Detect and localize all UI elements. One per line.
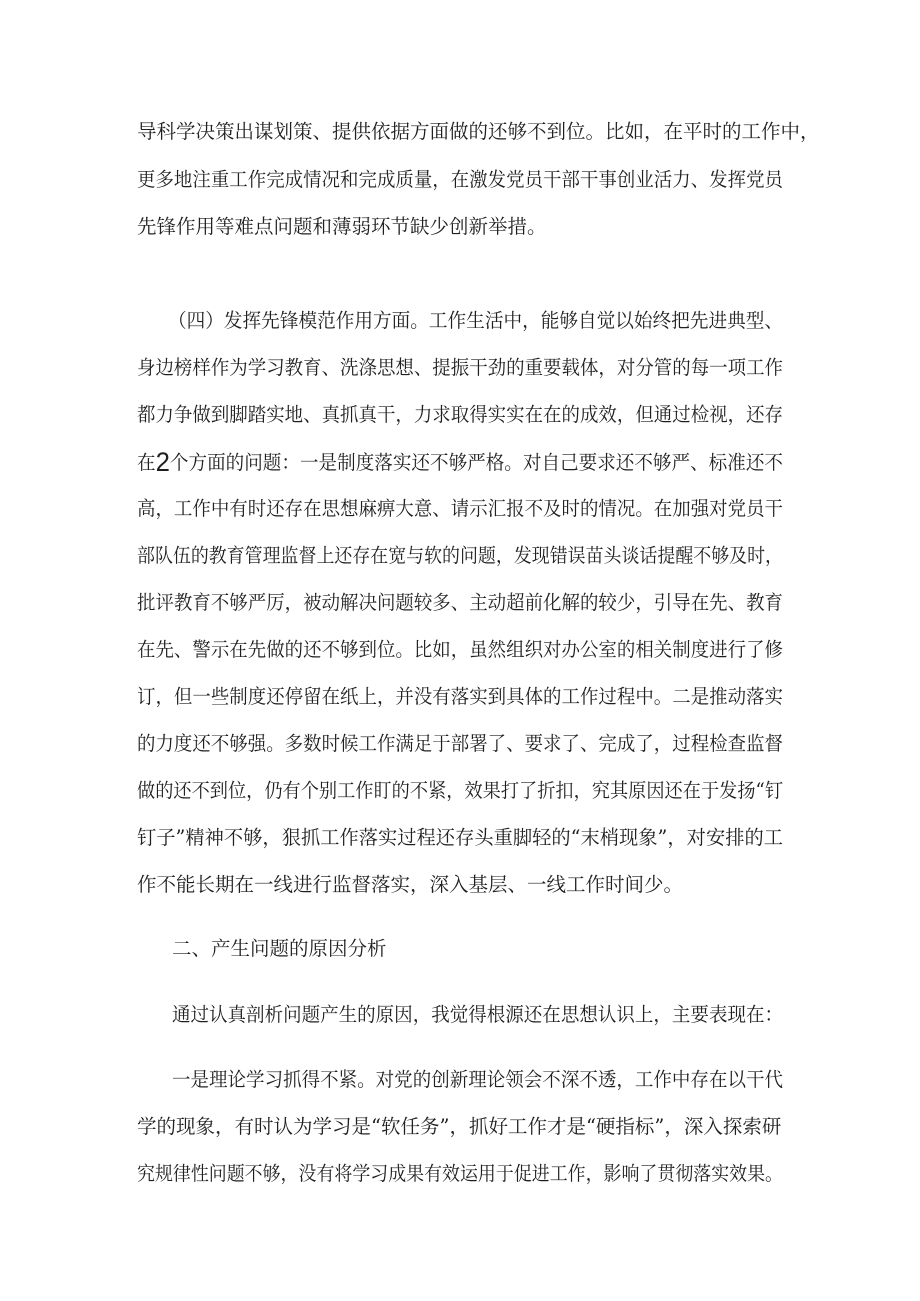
text-line: 部队伍的教育管理监督上还存在宽与软的问题，发现错误苗头谈话提醒不够及时， [137, 544, 783, 567]
text-line: 通过认真剖析问题产生的原因，我觉得根源还在思想认识上，主要表现在： [172, 1003, 784, 1026]
text-line: 订，但一些制度还停留在纸上，并没有落实到具体的工作过程中。二是推动落实 [137, 685, 784, 708]
paragraph-line [0, 725, 920, 763]
paragraph-line [0, 396, 920, 434]
paragraph-line [0, 349, 920, 387]
text-line: 作不能长期在一线进行监督落实，深入基层、一线工作时间少。 [137, 873, 684, 896]
text-line: 究规律性问题不够，没有将学习成果有效运用于促进工作，影响了贯彻落实效果。 [137, 1162, 783, 1185]
text-fragment: 个方面的问题：一是制度落实还不够严格。对自己要求还不够严、标准还不 [169, 451, 783, 474]
text-line: 钉子”精神不够，狠抓工作落实过程还存头重脚轻的“末梢现象”，对安排的工 [137, 826, 784, 849]
paragraph-line [0, 161, 920, 199]
intro-paragraph [0, 996, 920, 1034]
text-line: 学的现象，有时认为学习是“软任务”，抓好工作才是“硬指标”，深入探索研 [137, 1115, 782, 1138]
paragraph-line [0, 631, 920, 669]
text-line: 在先、警示在先做的还不够到位。比如，虽然组织对办公室的相关制度进行了修 [137, 638, 784, 661]
text-line: 身边榜样作为学习教育、洗涤思想、提振干劲的重要载体，对分管的每一项工作 [137, 356, 784, 379]
text-line: （四）发挥先锋模范作用方面。工作生活中，能够自觉以始终把先进典型、 [168, 309, 784, 332]
section-heading [0, 930, 920, 968]
paragraph-line [0, 113, 920, 151]
text-line: 都力争做到脚踏实地、真抓真干，力求取得实实在在的成效，但通过检视，还存 [137, 403, 784, 426]
text-line: 一是理论学习抓得不紧。对党的创新理论领会不深不透，工作中存在以干代 [172, 1068, 784, 1091]
text-line [137, 443, 783, 482]
paragraph-line [0, 537, 920, 575]
paragraph-line [0, 772, 920, 810]
paragraph-line [0, 1061, 920, 1099]
text-line: 高，工作中有时还存在思想麻痹大意、请示汇报不及时的情况。在加强对党员干 [137, 497, 784, 520]
paragraph-line [0, 819, 920, 857]
paragraph-line [0, 443, 920, 481]
section-four-heading-line [0, 302, 920, 340]
paragraph-line [0, 678, 920, 716]
heading-text: 二、产生问题的原因分析 [172, 937, 387, 960]
paragraph-line [0, 866, 920, 904]
text-line: 先锋作用等难点问题和薄弱环节缺少创新举措。 [137, 215, 547, 238]
paragraph-line [0, 208, 920, 246]
issue-count-number: 2 [155, 447, 170, 477]
paragraph-line [0, 490, 920, 528]
paragraph-line [0, 584, 920, 622]
text-line: 导科学决策出谋划策、提供依据方面做的还够不到位。比如，在平时的工作中， [137, 120, 820, 143]
text-line: 更多地注重工作完成情况和完成质量，在激发党员干部干事创业活力、发挥党员 [137, 168, 784, 191]
text-fragment: 在 [137, 451, 156, 474]
text-line: 的力度还不够强。多数时候工作满足于部署了、要求了、完成了，过程检查监督 [137, 732, 784, 755]
paragraph-line [0, 1108, 920, 1146]
text-line: 批评教育不够严厉，被动解决问题较多、主动超前化解的较少，引导在先、教育 [137, 591, 784, 614]
paragraph-line [0, 1155, 920, 1193]
text-line: 做的还不到位，仍有个别工作盯的不紧，效果打了折扣，究其原因还在于发扬“钉 [137, 779, 784, 802]
